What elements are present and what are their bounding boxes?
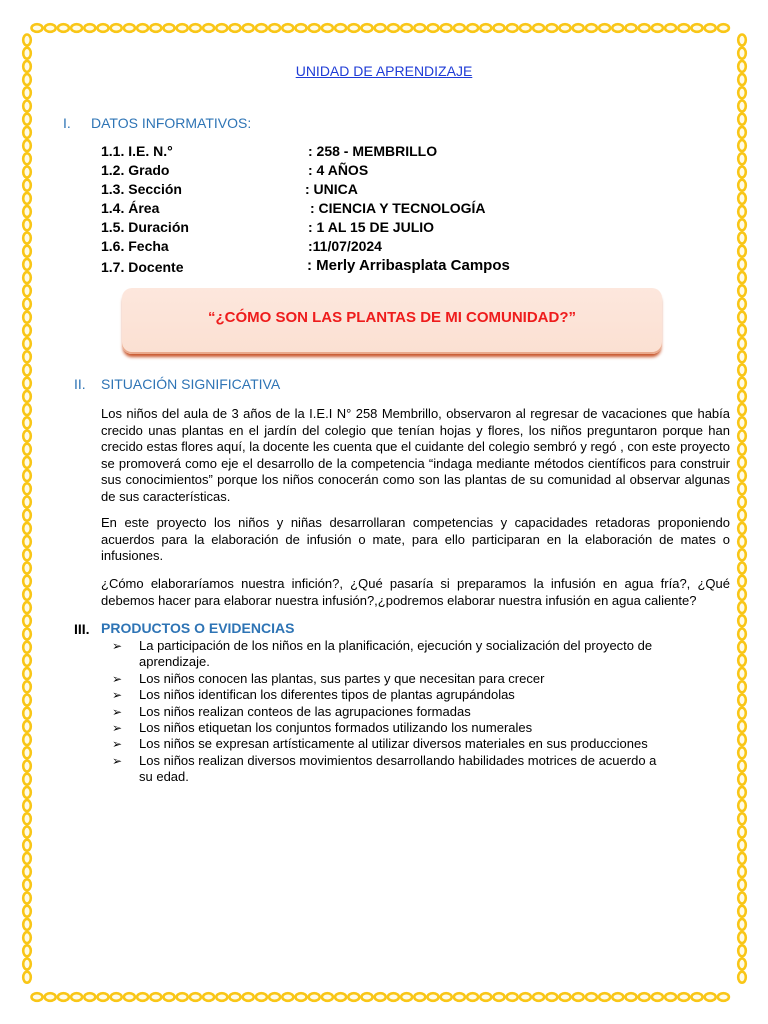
border-link	[84, 24, 95, 32]
border-link	[428, 993, 439, 1001]
border-link	[626, 993, 637, 1001]
border-link	[738, 127, 746, 138]
border-link	[362, 993, 373, 1001]
border-link	[738, 457, 746, 468]
info-label: 1.1. I.E. N.°	[101, 143, 173, 159]
arrow-bullet-icon: ➢	[112, 688, 123, 703]
border-link	[23, 351, 31, 362]
border-link	[738, 602, 746, 613]
border-link	[738, 853, 746, 864]
border-link	[692, 993, 703, 1001]
border-link	[560, 24, 571, 32]
border-link	[23, 87, 31, 98]
border-link	[738, 285, 746, 296]
border-link	[718, 24, 729, 32]
border-link	[203, 993, 214, 1001]
border-link	[738, 906, 746, 917]
border-link	[738, 219, 746, 230]
border-link	[269, 24, 280, 32]
border-link	[738, 747, 746, 758]
border-link	[738, 655, 746, 666]
border-link	[23, 563, 31, 574]
list-item	[112, 704, 672, 720]
info-label: 1.3. Sección	[101, 181, 182, 197]
border-link	[111, 24, 122, 32]
list-item-text: Los niños identifican los diferentes tipos de plantas agrupándolas	[139, 687, 515, 703]
border-link	[23, 457, 31, 468]
border-link	[738, 734, 746, 745]
border-link	[282, 993, 293, 1001]
border-link	[507, 993, 518, 1001]
border-link	[23, 945, 31, 956]
border-link	[137, 993, 148, 1001]
border-link	[738, 866, 746, 877]
border-link	[375, 24, 386, 32]
border-link	[23, 655, 31, 666]
border-link	[546, 24, 557, 32]
border-link	[23, 153, 31, 164]
list-item	[112, 671, 672, 687]
border-link	[23, 246, 31, 257]
border-link	[388, 993, 399, 1001]
info-value: : CIENCIA Y TECNOLOGÍA	[310, 200, 486, 216]
section-3-heading: PRODUCTOS O EVIDENCIAS	[101, 620, 295, 636]
paragraph: Los niños del aula de 3 años de la I.E.I N° 258 Membrillo, observaron al regresar de vacaciones que había crecido unas plantas en el jardín del colegio que tenían hojas y flores, los niños preguntaron porque han crecido estas flores aquí, la docente les cuenta que el cuidante del colegio sembró y regó , con este proyecto se promoverá como eje el desarrollo de la competencia “indaga mediante métodos científicos para construir sus conocimientos” porque los niños conocerán como son las plantas de su comunidad al observar algunas de sus características.	[101, 406, 730, 504]
border-link	[203, 24, 214, 32]
border-link	[23, 893, 31, 904]
border-link	[718, 993, 729, 1001]
list-item	[112, 753, 672, 786]
border-link	[23, 761, 31, 772]
border-link	[665, 24, 676, 32]
border-link	[573, 24, 584, 32]
border-link	[216, 24, 227, 32]
border-link	[738, 246, 746, 257]
border-link	[243, 993, 254, 1001]
border-link	[23, 259, 31, 270]
border-link	[45, 24, 56, 32]
border-link	[23, 695, 31, 706]
border-link	[216, 993, 227, 1001]
info-label: 1.7. Docente	[101, 259, 184, 275]
border-link	[738, 140, 746, 151]
border-link	[738, 510, 746, 521]
border-link	[375, 993, 386, 1001]
border-link	[164, 993, 175, 1001]
border-link	[705, 993, 716, 1001]
border-link	[414, 24, 425, 32]
border-link	[58, 993, 69, 1001]
border-link	[738, 338, 746, 349]
border-link	[23, 285, 31, 296]
border-link	[309, 993, 320, 1001]
border-link	[533, 24, 544, 32]
border-link	[441, 993, 452, 1001]
border-link	[256, 24, 267, 32]
border-link	[738, 206, 746, 217]
border-link	[738, 483, 746, 494]
border-link	[296, 24, 307, 32]
border-link	[738, 378, 746, 389]
border-link	[738, 919, 746, 930]
border-link	[23, 233, 31, 244]
border-link	[738, 299, 746, 310]
border-link	[738, 668, 746, 679]
project-title: “¿CÓMO SON LAS PLANTAS DE MI COMUNIDAD?”	[207, 309, 577, 326]
project-title-banner	[122, 288, 662, 354]
border-link	[150, 993, 161, 1001]
paragraph: En este proyecto los niños y niñas desarrollaran competencias y capacidades retadoras proponiendo acuerdos para la elaboración de infusión o mate, para ello participaran en la elaboración de mates o infusiones.	[101, 515, 730, 563]
border-link	[23, 365, 31, 376]
border-link	[23, 444, 31, 455]
arrow-bullet-icon: ➢	[112, 737, 123, 752]
border-link	[282, 24, 293, 32]
border-link	[71, 993, 82, 1001]
border-link	[738, 615, 746, 626]
border-link	[23, 919, 31, 930]
border-link	[738, 879, 746, 890]
border-link	[23, 219, 31, 230]
border-link	[738, 681, 746, 692]
border-link	[454, 24, 465, 32]
border-link	[269, 993, 280, 1001]
border-link	[322, 24, 333, 32]
border-link	[533, 993, 544, 1001]
border-link	[23, 615, 31, 626]
border-link	[428, 24, 439, 32]
border-link	[84, 993, 95, 1001]
section-1-heading: DATOS INFORMATIVOS:	[91, 115, 252, 131]
border-link	[599, 24, 610, 32]
border-link	[23, 391, 31, 402]
border-link	[738, 629, 746, 640]
border-link	[738, 576, 746, 587]
border-link	[256, 993, 267, 1001]
border-link	[738, 431, 746, 442]
border-link	[612, 24, 623, 32]
border-link	[738, 404, 746, 415]
info-label: 1.5. Duración	[101, 219, 189, 235]
border-link	[738, 272, 746, 283]
border-link	[23, 813, 31, 824]
border-link	[23, 101, 31, 112]
border-link	[23, 299, 31, 310]
border-link	[23, 167, 31, 178]
border-link	[678, 993, 689, 1001]
border-link	[23, 193, 31, 204]
border-link	[23, 497, 31, 508]
border-link	[348, 24, 359, 32]
border-link	[401, 993, 412, 1001]
border-link	[23, 325, 31, 336]
border-link	[738, 193, 746, 204]
border-link	[480, 993, 491, 1001]
border-link	[23, 932, 31, 943]
list-item	[112, 720, 672, 736]
arrow-bullet-icon: ➢	[112, 639, 123, 653]
paragraph: ¿Cómo elaboraríamos nuestra infición?, ¿Qué pasaría si preparamos la infusión en agua fría?, ¿Qué debemos hacer para elaborar nuestra infusión?,¿podremos elaborar nuestra infusión en agua caliente?	[101, 576, 730, 608]
border-link	[23, 602, 31, 613]
border-link	[45, 993, 56, 1001]
border-link	[738, 589, 746, 600]
border-link	[738, 549, 746, 560]
border-link	[639, 24, 650, 32]
border-link	[738, 840, 746, 851]
border-link	[23, 879, 31, 890]
border-link	[243, 24, 254, 32]
border-link	[32, 993, 43, 1001]
border-link	[738, 932, 746, 943]
border-link	[23, 827, 31, 838]
border-link	[23, 431, 31, 442]
border-link	[23, 800, 31, 811]
border-link	[23, 523, 31, 534]
border-link	[467, 24, 478, 32]
border-link	[738, 642, 746, 653]
border-link	[23, 114, 31, 125]
border-link	[23, 312, 31, 323]
border-link	[71, 24, 82, 32]
border-link	[599, 993, 610, 1001]
border-link	[322, 993, 333, 1001]
border-link	[507, 24, 518, 32]
border-link	[738, 153, 746, 164]
border-link	[23, 853, 31, 864]
border-link	[23, 774, 31, 785]
border-link	[23, 404, 31, 415]
border-link	[23, 206, 31, 217]
border-link	[414, 993, 425, 1001]
border-link	[705, 24, 716, 32]
list-item-text: Los niños conocen las plantas, sus partes y que necesitan para crecer	[139, 670, 545, 686]
border-link	[738, 721, 746, 732]
border-link	[23, 140, 31, 151]
border-link	[23, 48, 31, 59]
border-link	[665, 993, 676, 1001]
border-link	[573, 993, 584, 1001]
border-link	[58, 24, 69, 32]
border-link	[309, 24, 320, 32]
border-link	[738, 391, 746, 402]
border-link	[23, 483, 31, 494]
border-link	[98, 24, 109, 32]
border-link	[23, 668, 31, 679]
border-link	[23, 972, 31, 983]
border-link	[23, 747, 31, 758]
border-link	[738, 259, 746, 270]
border-link	[23, 576, 31, 587]
border-link	[738, 972, 746, 983]
border-link	[348, 993, 359, 1001]
border-link	[23, 721, 31, 732]
border-link	[124, 24, 135, 32]
list-item	[112, 638, 672, 671]
info-value: : UNICA	[305, 181, 358, 197]
info-label: 1.4. Área	[101, 200, 160, 216]
arrow-bullet-icon: ➢	[112, 671, 123, 686]
list-item-text: Los niños realizan diversos movimientos desarrollando habilidades motrices de acuerdo a su edad.	[139, 752, 657, 785]
border-link	[164, 24, 175, 32]
border-link	[738, 233, 746, 244]
arrow-bullet-icon: ➢	[112, 704, 123, 719]
info-value: : 258 - MEMBRILLO	[308, 143, 438, 159]
border-link	[738, 695, 746, 706]
border-link	[652, 993, 663, 1001]
border-link	[23, 708, 31, 719]
list-item-text: Los niños se expresan artísticamente al utilizar diversos materiales en sus producciones	[139, 736, 648, 752]
border-link	[738, 167, 746, 178]
border-link	[23, 180, 31, 191]
border-link	[626, 24, 637, 32]
border-link	[738, 35, 746, 46]
border-link	[137, 24, 148, 32]
section-2-number: II.	[74, 376, 86, 392]
border-link	[23, 470, 31, 481]
list-item-text: Los niños realizan conteos de las agrupaciones formadas	[139, 703, 471, 719]
border-link	[738, 325, 746, 336]
border-link	[480, 24, 491, 32]
border-link	[738, 523, 746, 534]
border-link	[738, 87, 746, 98]
border-link	[738, 563, 746, 574]
border-link	[23, 35, 31, 46]
border-link	[738, 536, 746, 547]
border-link	[738, 417, 746, 428]
page-title: UNIDAD DE APRENDIZAJE	[295, 63, 473, 79]
border-link	[230, 24, 241, 32]
border-link	[23, 378, 31, 389]
border-link	[150, 24, 161, 32]
border-link	[738, 312, 746, 323]
border-link	[23, 536, 31, 547]
border-link	[23, 510, 31, 521]
border-link	[738, 444, 746, 455]
border-link	[738, 180, 746, 191]
border-link	[738, 813, 746, 824]
border-link	[738, 893, 746, 904]
border-link	[738, 761, 746, 772]
border-link	[738, 800, 746, 811]
border-link	[230, 993, 241, 1001]
border-link	[639, 993, 650, 1001]
border-link	[738, 470, 746, 481]
border-link	[23, 127, 31, 138]
border-link	[296, 993, 307, 1001]
border-link	[23, 906, 31, 917]
border-link	[738, 101, 746, 112]
border-link	[124, 993, 135, 1001]
border-link	[678, 24, 689, 32]
border-link	[111, 993, 122, 1001]
section-2-heading: SITUACIÓN SIGNIFICATIVA	[101, 376, 281, 392]
border-link	[190, 24, 201, 32]
border-link	[190, 993, 201, 1001]
arrow-bullet-icon: ➢	[112, 721, 123, 736]
border-link	[362, 24, 373, 32]
info-label: 1.2. Grado	[101, 162, 170, 178]
border-link	[98, 993, 109, 1001]
border-link	[586, 993, 597, 1001]
border-link	[401, 24, 412, 32]
border-link	[335, 24, 346, 32]
border-link	[441, 24, 452, 32]
arrow-bullet-icon: ➢	[112, 753, 123, 768]
border-link	[738, 827, 746, 838]
border-link	[520, 24, 531, 32]
border-link	[467, 993, 478, 1001]
evidence-list	[112, 638, 672, 786]
border-link	[23, 272, 31, 283]
list-item	[112, 736, 672, 752]
border-link	[738, 48, 746, 59]
border-link	[738, 959, 746, 970]
border-link	[23, 629, 31, 640]
border-link	[692, 24, 703, 32]
border-link	[520, 993, 531, 1001]
list-item-text: La participación de los niños en la planificación, ejecución y socialización del proyecto de aprendizaje.	[139, 638, 653, 670]
border-link	[612, 993, 623, 1001]
border-link	[738, 708, 746, 719]
list-item	[112, 687, 672, 703]
border-link	[738, 114, 746, 125]
border-link	[738, 945, 746, 956]
border-link	[454, 993, 465, 1001]
info-value: :11/07/2024	[308, 238, 382, 254]
section-1-number: I.	[63, 115, 71, 131]
border-link	[23, 866, 31, 877]
border-link	[738, 365, 746, 376]
border-link	[335, 993, 346, 1001]
border-link	[23, 589, 31, 600]
border-link	[738, 787, 746, 798]
border-link	[738, 774, 746, 785]
border-link	[177, 993, 188, 1001]
info-label: 1.6. Fecha	[101, 238, 169, 254]
border-link	[494, 24, 505, 32]
border-link	[560, 993, 571, 1001]
section-3-number: III.	[74, 621, 90, 637]
border-link	[23, 642, 31, 653]
border-link	[23, 417, 31, 428]
border-link	[23, 787, 31, 798]
border-link	[23, 734, 31, 745]
info-value: : Merly Arribasplata Campos	[307, 257, 510, 274]
border-link	[738, 351, 746, 362]
border-link	[738, 497, 746, 508]
border-link	[23, 549, 31, 560]
info-value: : 4 AÑOS	[308, 162, 369, 178]
border-link	[652, 24, 663, 32]
border-link	[23, 840, 31, 851]
border-link	[177, 24, 188, 32]
border-link	[546, 993, 557, 1001]
border-link	[586, 24, 597, 32]
list-item-text: Los niños etiquetan los conjuntos formados utilizando los numerales	[139, 720, 533, 736]
border-link	[388, 24, 399, 32]
border-link	[23, 959, 31, 970]
border-link	[23, 338, 31, 349]
info-value: : 1 AL 15 DE JULIO	[308, 219, 435, 235]
border-link	[23, 681, 31, 692]
border-link	[32, 24, 43, 32]
border-link	[494, 993, 505, 1001]
